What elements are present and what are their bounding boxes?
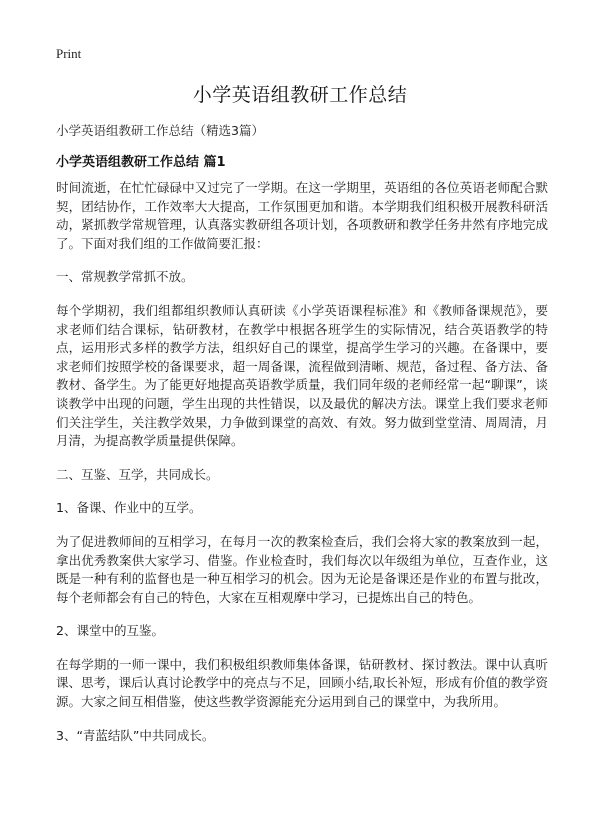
- heading-mentoring: 3、“青蓝结队”中共同成长。: [56, 727, 215, 743]
- paragraph-classroom: 在每学期的一师一课中，我们积极组织教师集体备课，钻研教材、探讨教法。课中认真听课、思考，课后认真讨论教学中的亮点与不足，回顾小结,取长补短，形成有价值的教学资源。大家之间互相借鉴，使这些教学资源能充分运用到自己的课堂中，为我所用。: [56, 656, 548, 710]
- paragraph-lesson-homework: 为了促进教师间的互相学习，在每月一次的教案检查后，我们会将大家的教案放到一起，拿出优秀教案供大家学习、借鉴。作业检查时，我们每次以年级组为单位，互查作业，这既是一种有利的监督也是一种互相学习的机会。因为无论是备课还是作业的布置与批改，每个老师都会有自己的特色，大家在互相观摩中学习，已提炼出自己的特色。: [56, 533, 548, 605]
- heading-lesson-homework: 1、备课、作业中的互学。: [56, 500, 202, 516]
- document-subtitle: 小学英语组教研工作总结（精选3篇）: [56, 123, 264, 138]
- document-body: [56, 179, 548, 760]
- paragraph-intro: 时间流逝，在忙忙碌碌中又过完了一学期。在这一学期里，英语组的各位英语老师配合默契，团结协作，工作效率大大提高，工作氛围更加和谐。本学期我们组积极开展教科研活动，紧抓教学常规管理，认真落实教研组各项计划，各项教研和教学任务井然有序地完成了。下面对我们组的工作做简要汇报：: [56, 180, 548, 251]
- print-label: Print: [56, 46, 82, 61]
- section-heading: 小学英语组教研工作总结 篇1: [56, 155, 226, 170]
- heading-classroom: 2、课堂中的互鉴。: [56, 623, 164, 639]
- heading-mutual-learning: 二、互鉴、互学，共同成长。: [56, 466, 219, 482]
- page-title: 小学英语组教研工作总结: [192, 84, 408, 106]
- heading-routine-teaching: 一、常规教学常抓不放。: [56, 269, 194, 285]
- paragraph-routine-teaching: 每个学期初，我们组都组织教师认真研读《小学英语课程标准》和《教师备课规范》，要求老师们结合课标，钻研教材，在教学中根据各班学生的实际情况，结合英语教学的特点，运用形式多样的教学方法，组织好自己的课堂，提高学生学习的兴趣。在备课中，要求老师们按照学校的备课要求，超一周备课，流程做到清晰、规范，备过程、备方法、备教材、备学生。为了能更好地提高英语教学质量，我们同年级的老师经常一起“聊课”，谈谈教学中出现的问题，学生出现的共性错误，以及最优的解决方法。课堂上我们要求老师们关注学生，关注教学效果，力争做到课堂的高效、有效。努力做到堂堂清、周周清，月月清，为提高教学质量提供保障。: [56, 302, 548, 449]
